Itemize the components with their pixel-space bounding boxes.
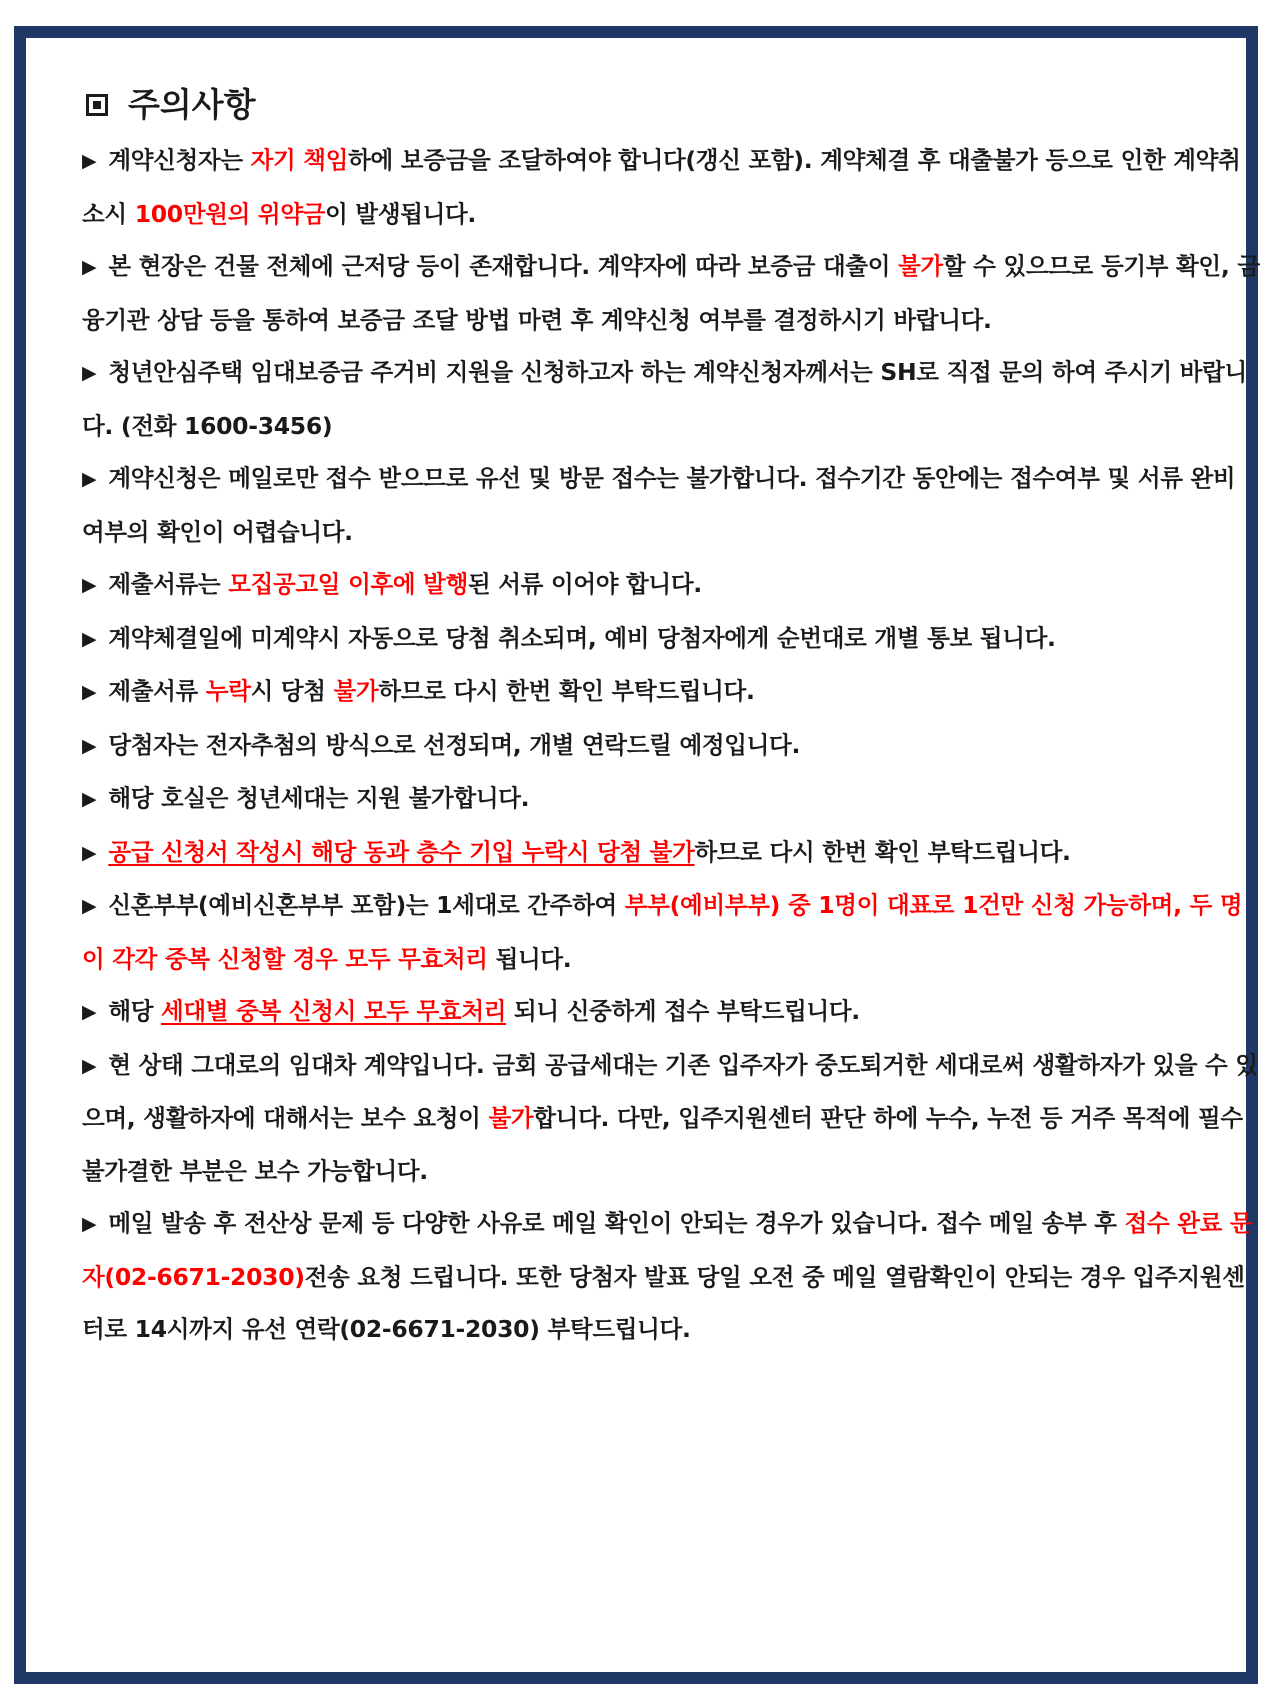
notice-text: 현 상태 그대로의 임대차 계약입니다. 금회 공급세대는 기존 입주자가 중도퇴거한 세대로써 생활하자가 있을 수 있으며, 생활하자에 대해서는 보수 요청이 [82, 1050, 1258, 1132]
notice-item [82, 240, 1262, 346]
notice-text: 제출서류 [108, 677, 206, 705]
notice-text: 계약체결일에 미계약시 자동으로 당첨 취소되며, 예비 당첨자에게 순번대로 개별 통보 됩니다. [108, 623, 1056, 652]
section-title: 주의사항 [128, 85, 256, 124]
notice-highlight-text: 공급 신청서 작성시 해당 동과 층수 기입 누락시 당첨 불가 [108, 837, 695, 866]
notice-highlight-text: 세대별 중복 신청시 모두 무효처리 [161, 997, 507, 1025]
section-header [82, 80, 1262, 130]
notice-text: 계약신청자는 [108, 146, 251, 174]
triangle-bullet-icon: ▶ [82, 1213, 97, 1235]
notice-text: 하에 보증금을 조달하여야 합니다(갱신 포함). 계약체결 후 대출불가 등으로 인한 계약취소시 [82, 146, 1241, 228]
notice-text: 해당 [108, 997, 161, 1025]
notice-highlight-text: 불가 [488, 1104, 534, 1132]
notice-text: 신혼부부(예비신혼부부 포함)는 1세대로 간주하여 [108, 891, 625, 919]
notice-item [82, 1197, 1262, 1356]
notice-item [82, 772, 1262, 826]
triangle-bullet-icon: ▶ [82, 468, 97, 490]
notice-text: 합니다. 다만, 입주지원센터 판단 하에 누수, 누전 등 거주 목적에 필수 불가결한 부분은 보수 가능합니다. [82, 1104, 1243, 1185]
notice-text: 메일 발송 후 전산상 문제 등 다양한 사유로 메일 확인이 안되는 경우가 있습니다. 접수 메일 송부 후 [108, 1209, 1125, 1237]
notice-item [82, 1039, 1262, 1198]
notice-text: 본 현장은 건물 전체에 근저당 등이 존재합니다. 계약자에 따라 보증금 대출이 [108, 252, 899, 280]
notice-highlight-text: 누락 [205, 677, 251, 705]
triangle-bullet-icon: ▶ [82, 574, 97, 596]
notice-text: 된 서류 이어야 합니다. [467, 570, 702, 598]
notice-text: 됩니다. [487, 944, 572, 973]
notice-text: 이 발생됩니다. [325, 199, 477, 228]
notice-item [82, 879, 1262, 985]
notice-item [82, 612, 1262, 666]
notice-item [82, 346, 1262, 452]
notice-item [82, 719, 1262, 773]
triangle-bullet-icon: ▶ [82, 734, 97, 757]
notice-text: 시 당첨 [250, 677, 334, 705]
notice-highlight-text: 불가 [333, 677, 379, 705]
notice-highlight-text: 불가 [898, 252, 943, 280]
notice-text: 당첨자는 전자추첨의 방식으로 선정되며, 개별 연락드릴 예정입니다. [108, 730, 801, 759]
notice-frame [14, 26, 1258, 1684]
notice-text: 전송 요청 드립니다. 또한 당첨자 발표 당일 오전 중 메일 열람확인이 안되는 경우 입주지원센터로 14시까지 유선 연락(02-6671-2030) 부탁드립니다. [82, 1262, 1245, 1343]
notice-item [82, 985, 1262, 1039]
notice-list [82, 134, 1262, 1356]
triangle-bullet-icon: ▶ [82, 681, 97, 703]
notice-highlight-text: 100만원의 위약금 [134, 199, 326, 228]
triangle-bullet-icon: ▶ [82, 788, 97, 810]
notice-text: 되니 신중하게 접수 부탁드립니다. [506, 997, 860, 1025]
notice-text: 계약신청은 메일로만 접수 받으므로 유선 및 방문 접수는 불가합니다. 접수기간 동안에는 접수여부 및 서류 완비 여부의 확인이 어렵습니다. [82, 464, 1236, 546]
notice-highlight-text: 모집공고일 이후에 발행 [228, 570, 468, 598]
notice-item [82, 452, 1262, 558]
square-bullet-icon [86, 94, 108, 116]
notice-text: 하므로 다시 한번 확인 부탁드립니다. [378, 677, 755, 705]
notice-item [82, 134, 1262, 240]
notice-text: 제출서류는 [108, 570, 229, 598]
notice-item [82, 826, 1262, 880]
triangle-bullet-icon: ▶ [82, 627, 97, 650]
notice-text: 청년안심주택 임대보증금 주거비 지원을 신청하고자 하는 계약신청자께서는 SH로 직접 문의 하여 주시기 바랍니다. (전화 1600-3456) [82, 358, 1247, 440]
notice-text: 하므로 다시 한번 확인 부탁드립니다. [694, 837, 1071, 866]
triangle-bullet-icon: ▶ [82, 895, 97, 917]
notice-item [82, 558, 1262, 612]
triangle-bullet-icon: ▶ [82, 256, 97, 278]
notice-highlight-text: 접수 완료 문자(02-6671-2030) [82, 1209, 1253, 1291]
triangle-bullet-icon: ▶ [82, 362, 97, 384]
notice-item [82, 665, 1262, 719]
notice-text: 할 수 있으므로 등기부 확인, 금융기관 상담 등을 통하여 보증금 조달 방법 마련 후 계약신청 여부를 결정하시기 바랍니다. [82, 252, 1260, 334]
triangle-bullet-icon: ▶ [82, 150, 97, 172]
triangle-bullet-icon: ▶ [82, 1001, 97, 1023]
triangle-bullet-icon: ▶ [82, 841, 97, 864]
notice-highlight-text: 자기 책임 [250, 146, 349, 174]
notice-text: 해당 호실은 청년세대는 지원 불가합니다. [108, 784, 530, 812]
notice-content [82, 80, 1262, 1356]
notice-highlight-text: 부부(예비부부) 중 1명이 대표로 1건만 신청 가능하며, 두 명이 각각 중복 신청할 경우 모두 무효처리 [82, 891, 1243, 973]
triangle-bullet-icon: ▶ [82, 1054, 97, 1077]
